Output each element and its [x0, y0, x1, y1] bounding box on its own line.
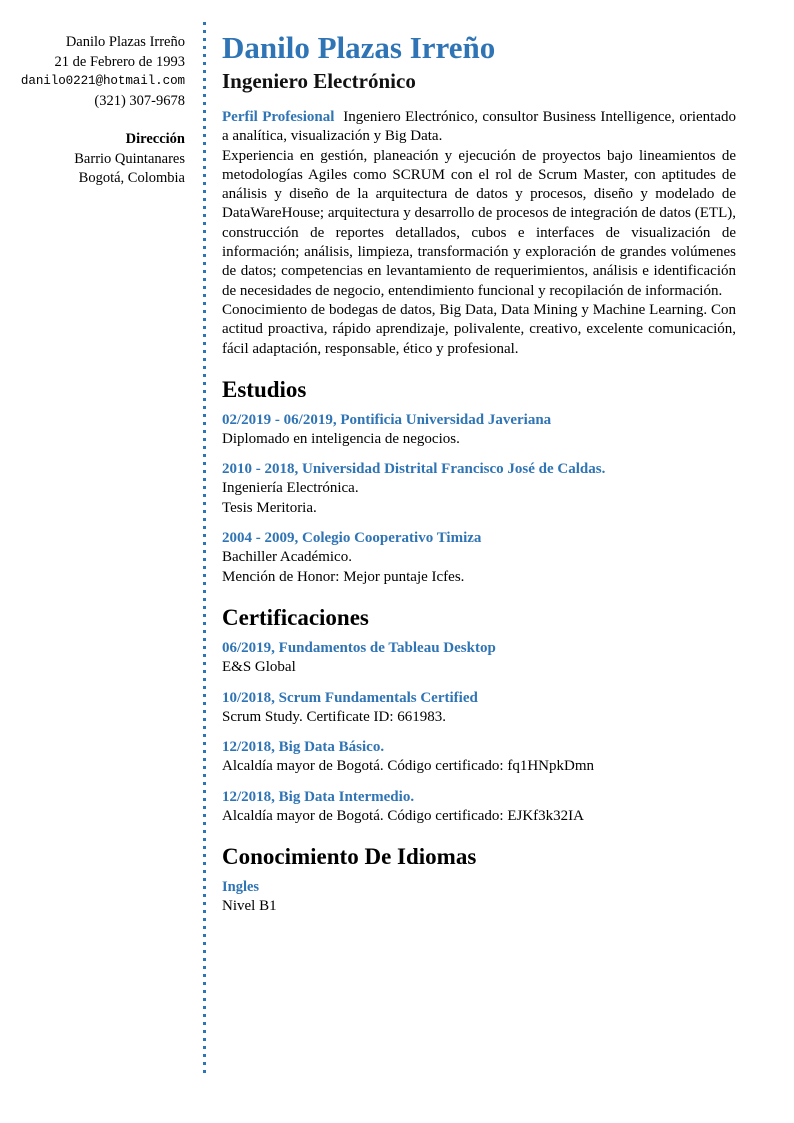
education-entry-line: Ingeniería Electrónica. [222, 480, 359, 497]
certification-entry [222, 737, 736, 777]
certification-entry-line: Alcaldía mayor de Bogotá. Código certificado: fq1HNpkDmn [222, 758, 594, 775]
certification-entry-heading: 12/2018, Big Data Intermedio. [222, 788, 415, 805]
education-entry-line: Tesis Meritoria. [222, 499, 317, 516]
education-entry-heading: 2010 - 2018, Universidad Distrital Francisco José de Caldas. [222, 461, 606, 478]
sidebar-phone: (321) 307-9678 [94, 92, 185, 109]
profile-section [222, 108, 736, 359]
sidebar-email[interactable]: danilo0221@hotmail.com [20, 74, 185, 88]
sidebar-address-title: Dirección [125, 131, 185, 147]
education-entry-heading: 2004 - 2009, Colegio Cooperativo Timiza [222, 530, 482, 547]
profile-paragraph-2: Experiencia en gestión, planeación y ejecución de proyectos bajo lineamientos de metodologías Agiles como SCRUM con el rol de Scrum Master, con aptitudes de análisis y diseño de la arquitectura de datos y procesos, diseño y modelado de DataWareHouse; arquitectura y desarrollo de procesos de integración de datos (ETL), construcción de reportes detallados, cubos e interfaces de visualización de información; análisis, limpieza, transformación y exploración de grandes volúmenes de datos; competencias en levantamiento de requerimientos, análisis e identificación de necesidades de negocio, entendimiento funcional y recopilación de información. [222, 147, 736, 299]
certification-entry-line: E&S Global [222, 659, 296, 676]
page-title: Danilo Plazas Irreño [222, 30, 496, 65]
certification-entry [222, 787, 736, 827]
certification-entry [222, 688, 736, 728]
sidebar-name: Danilo Plazas Irreño [65, 34, 185, 50]
language-entry-line: Nivel B1 [222, 898, 277, 915]
profile-paragraph-3: Conocimiento de bodegas de datos, Big Data, Data Mining y Machine Learning. Con actitud proactiva, rápido aprendizaje, polivalente, creativo, excelente comunicación, fácil adaptación, responsable, ético y profesional. [222, 301, 736, 357]
sidebar-address-line2: Bogotá, Colombia [78, 170, 185, 186]
sidebar-birthdate: 21 de Febrero de 1993 [54, 53, 185, 70]
main-column [222, 30, 736, 927]
education-entry [222, 528, 736, 587]
section-title-education: Estudios [222, 376, 307, 402]
certification-entry-heading: 10/2018, Scrum Fundamentals Certified [222, 689, 478, 706]
certification-entry-heading: 06/2019, Fundamentos de Tableau Desktop [222, 640, 496, 657]
certification-entry-line: Scrum Study. Certificate ID: 661983. [222, 708, 446, 725]
education-entry-line: Mención de Honor: Mejor puntaje Icfes. [222, 568, 465, 585]
education-entry-heading: 02/2019 - 06/2019, Pontificia Universidad Javeriana [222, 411, 552, 428]
sidebar-address-line1: Barrio Quintanares [74, 150, 185, 167]
vertical-dotted-divider [203, 22, 206, 1077]
contact-sidebar [0, 33, 185, 189]
certification-entry-line: Alcaldía mayor de Bogotá. Código certificado: EJKf3k32IA [222, 807, 584, 824]
education-entry-line: Diplomado en inteligencia de negocios. [222, 430, 460, 447]
language-entry-heading: Ingles [222, 879, 260, 896]
section-title-certifications: Certificaciones [222, 605, 369, 631]
certification-entry-heading: 12/2018, Big Data Básico. [222, 739, 385, 756]
education-entry-line: Bachiller Académico. [222, 549, 352, 566]
language-entry [222, 877, 736, 917]
section-title-languages: Conocimiento De Idiomas [222, 844, 477, 870]
education-entry [222, 459, 736, 518]
profile-label: Perfil Profesional [222, 109, 335, 125]
education-entry [222, 410, 736, 450]
profile-intro-paragraph [222, 108, 736, 147]
certification-entry [222, 638, 736, 678]
profile-intro-text: Ingeniero Electrónico, consultor Business Intelligence, orientado a analítica, visualización y Big Data. [222, 109, 736, 145]
job-title: Ingeniero Electrónico [222, 69, 416, 93]
